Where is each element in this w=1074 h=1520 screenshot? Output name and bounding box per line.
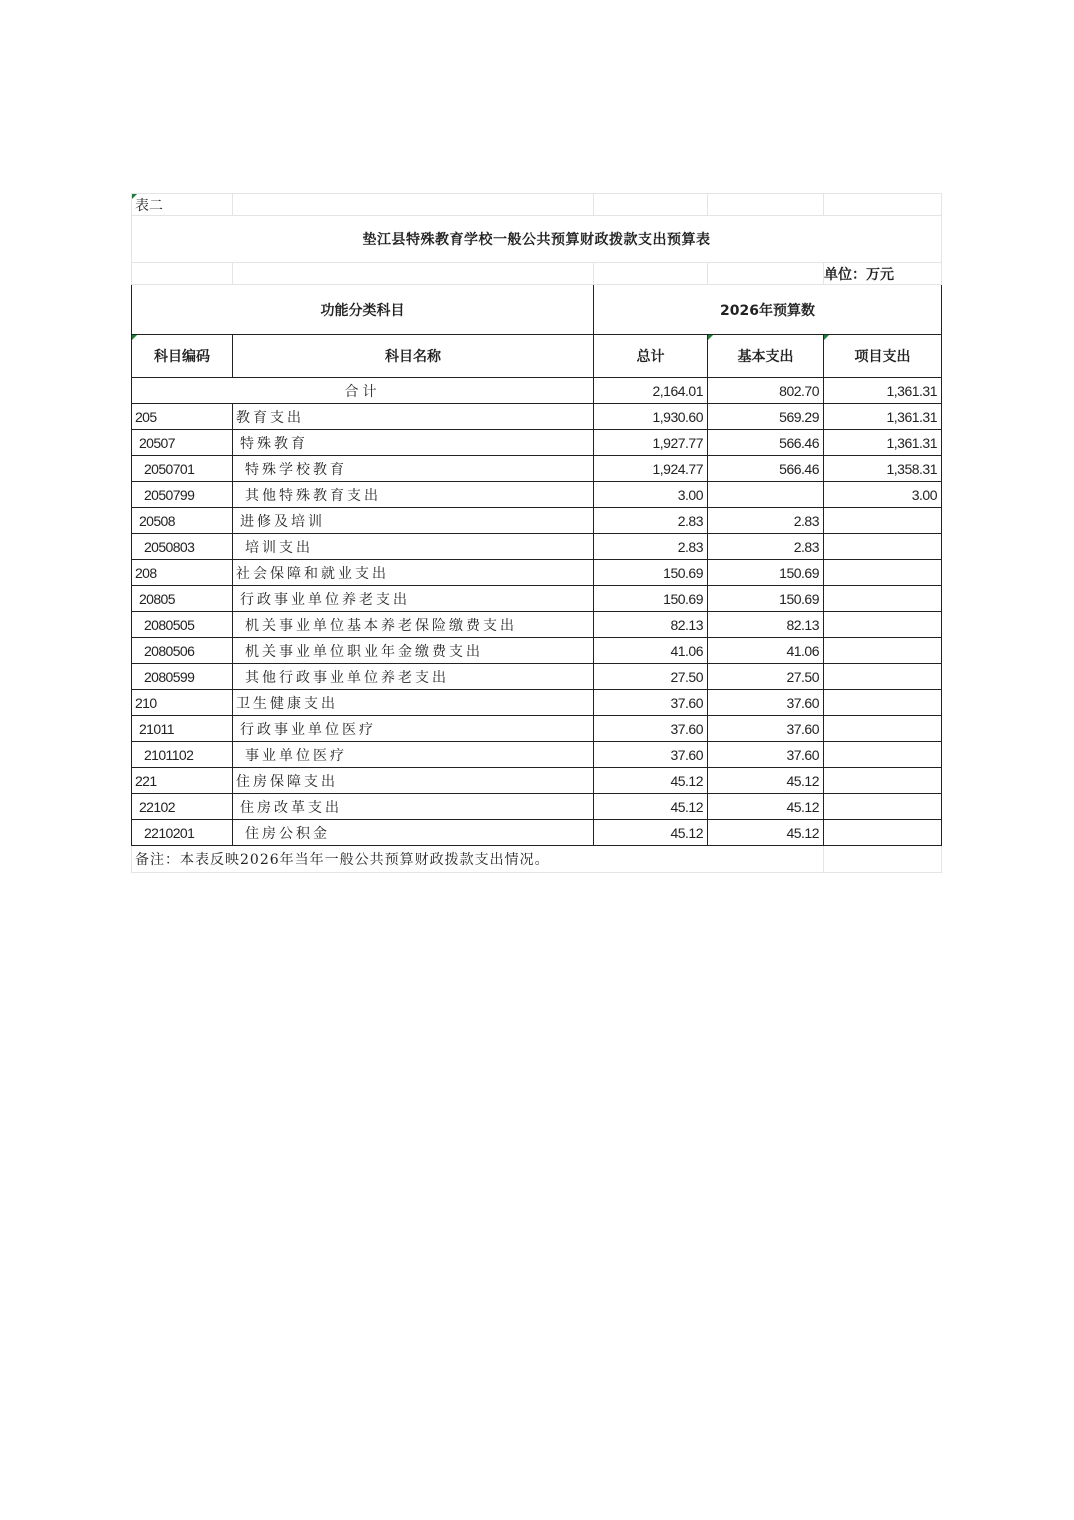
subject-code: 20507	[132, 430, 233, 456]
amount-project: 1,358.31	[824, 456, 942, 482]
amount-project	[824, 742, 942, 768]
amount-project	[824, 560, 942, 586]
subject-code: 208	[132, 560, 233, 586]
header-functional-classification: 功能分类科目	[132, 285, 594, 335]
table-title: 垫江县特殊教育学校一般公共预算财政拨款支出预算表	[132, 216, 942, 263]
subject-name: 特殊学校教育	[233, 456, 594, 482]
subject-code: 20805	[132, 586, 233, 612]
subject-code: 20508	[132, 508, 233, 534]
unit-row	[132, 263, 942, 285]
subject-code: 21011	[132, 716, 233, 742]
amount-project	[824, 716, 942, 742]
amount-basic: 37.60	[708, 690, 824, 716]
subject-name: 教育支出	[233, 404, 594, 430]
table-row	[132, 820, 942, 846]
amount-total: 150.69	[594, 560, 708, 586]
amount-project	[824, 612, 942, 638]
header-subject-code: 科目编码	[132, 335, 233, 378]
amount-basic: 45.12	[708, 768, 824, 794]
amount-total: 2.83	[594, 534, 708, 560]
total-row	[132, 378, 942, 404]
table-row	[132, 794, 942, 820]
subject-name: 住房保障支出	[233, 768, 594, 794]
subject-code: 2080599	[132, 664, 233, 690]
amount-basic: 27.50	[708, 664, 824, 690]
amount-project: 3.00	[824, 482, 942, 508]
unit-label: 单位：万元	[824, 263, 942, 285]
amount-total: 1,930.60	[594, 404, 708, 430]
subject-name: 培训支出	[233, 534, 594, 560]
subject-name: 卫生健康支出	[233, 690, 594, 716]
amount-total: 37.60	[594, 742, 708, 768]
subject-code: 2080505	[132, 612, 233, 638]
title-row	[132, 216, 942, 263]
amount-total: 37.60	[594, 690, 708, 716]
subject-name: 住房公积金	[233, 820, 594, 846]
amount-basic: 37.60	[708, 716, 824, 742]
table-row	[132, 482, 942, 508]
amount-total: 41.06	[594, 638, 708, 664]
subject-code: 2210201	[132, 820, 233, 846]
total-project: 1,361.31	[824, 378, 942, 404]
budget-table	[131, 193, 942, 873]
header-columns-row	[132, 335, 942, 378]
subject-name: 住房改革支出	[233, 794, 594, 820]
amount-total: 45.12	[594, 794, 708, 820]
amount-total: 3.00	[594, 482, 708, 508]
table-row	[132, 560, 942, 586]
amount-project	[824, 534, 942, 560]
subject-name: 特殊教育	[233, 430, 594, 456]
subject-code: 210	[132, 690, 233, 716]
table-body	[132, 194, 942, 873]
table-row	[132, 768, 942, 794]
amount-total: 37.60	[594, 716, 708, 742]
amount-basic: 41.06	[708, 638, 824, 664]
table-note: 备注：本表反映2026年当年一般公共预算财政拨款支出情况。	[132, 846, 824, 873]
subject-name: 社会保障和就业支出	[233, 560, 594, 586]
table-row	[132, 612, 942, 638]
amount-total: 150.69	[594, 586, 708, 612]
amount-basic: 150.69	[708, 560, 824, 586]
subject-code: 2050799	[132, 482, 233, 508]
subject-name: 其他行政事业单位养老支出	[233, 664, 594, 690]
subject-name: 事业单位医疗	[233, 742, 594, 768]
table-row	[132, 534, 942, 560]
note-row	[132, 846, 942, 873]
amount-basic: 2.83	[708, 508, 824, 534]
table-row	[132, 456, 942, 482]
subject-name: 行政事业单位医疗	[233, 716, 594, 742]
label-row	[132, 194, 942, 216]
table-row	[132, 638, 942, 664]
amount-basic: 566.46	[708, 430, 824, 456]
header-total: 总计	[594, 335, 708, 378]
total-basic: 802.70	[708, 378, 824, 404]
amount-total: 2.83	[594, 508, 708, 534]
table-row	[132, 430, 942, 456]
subject-code: 221	[132, 768, 233, 794]
amount-project	[824, 638, 942, 664]
amount-project	[824, 820, 942, 846]
header-subject-name: 科目名称	[233, 335, 594, 378]
table-row	[132, 690, 942, 716]
subject-name: 进修及培训	[233, 508, 594, 534]
subject-code: 205	[132, 404, 233, 430]
subject-name: 机关事业单位职业年金缴费支出	[233, 638, 594, 664]
subject-code: 2080506	[132, 638, 233, 664]
table-row	[132, 404, 942, 430]
amount-basic: 37.60	[708, 742, 824, 768]
amount-project	[824, 586, 942, 612]
table-row	[132, 508, 942, 534]
amount-basic: 45.12	[708, 794, 824, 820]
amount-total: 1,927.77	[594, 430, 708, 456]
header-budget-year: 2026年预算数	[594, 285, 942, 335]
subject-code: 22102	[132, 794, 233, 820]
amount-total: 82.13	[594, 612, 708, 638]
table-label: 表二	[132, 194, 233, 216]
total-label: 合计	[132, 378, 594, 404]
amount-basic: 82.13	[708, 612, 824, 638]
amount-basic: 150.69	[708, 586, 824, 612]
header-project-expense: 项目支出	[824, 335, 942, 378]
amount-basic: 45.12	[708, 820, 824, 846]
amount-basic	[708, 482, 824, 508]
subject-code: 2050701	[132, 456, 233, 482]
subject-name: 其他特殊教育支出	[233, 482, 594, 508]
amount-project	[824, 794, 942, 820]
header-group-row	[132, 285, 942, 335]
table-row	[132, 664, 942, 690]
amount-total: 1,924.77	[594, 456, 708, 482]
amount-project	[824, 508, 942, 534]
amount-project	[824, 690, 942, 716]
amount-project: 1,361.31	[824, 430, 942, 456]
subject-name: 机关事业单位基本养老保险缴费支出	[233, 612, 594, 638]
amount-basic: 566.46	[708, 456, 824, 482]
amount-total: 45.12	[594, 768, 708, 794]
total-total: 2,164.01	[594, 378, 708, 404]
table-row	[132, 716, 942, 742]
amount-basic: 2.83	[708, 534, 824, 560]
amount-project	[824, 664, 942, 690]
amount-basic: 569.29	[708, 404, 824, 430]
subject-name: 行政事业单位养老支出	[233, 586, 594, 612]
table-row	[132, 742, 942, 768]
amount-project	[824, 768, 942, 794]
amount-project: 1,361.31	[824, 404, 942, 430]
header-basic-expense: 基本支出	[708, 335, 824, 378]
subject-code: 2101102	[132, 742, 233, 768]
amount-total: 27.50	[594, 664, 708, 690]
amount-total: 45.12	[594, 820, 708, 846]
subject-code: 2050803	[132, 534, 233, 560]
table-row	[132, 586, 942, 612]
